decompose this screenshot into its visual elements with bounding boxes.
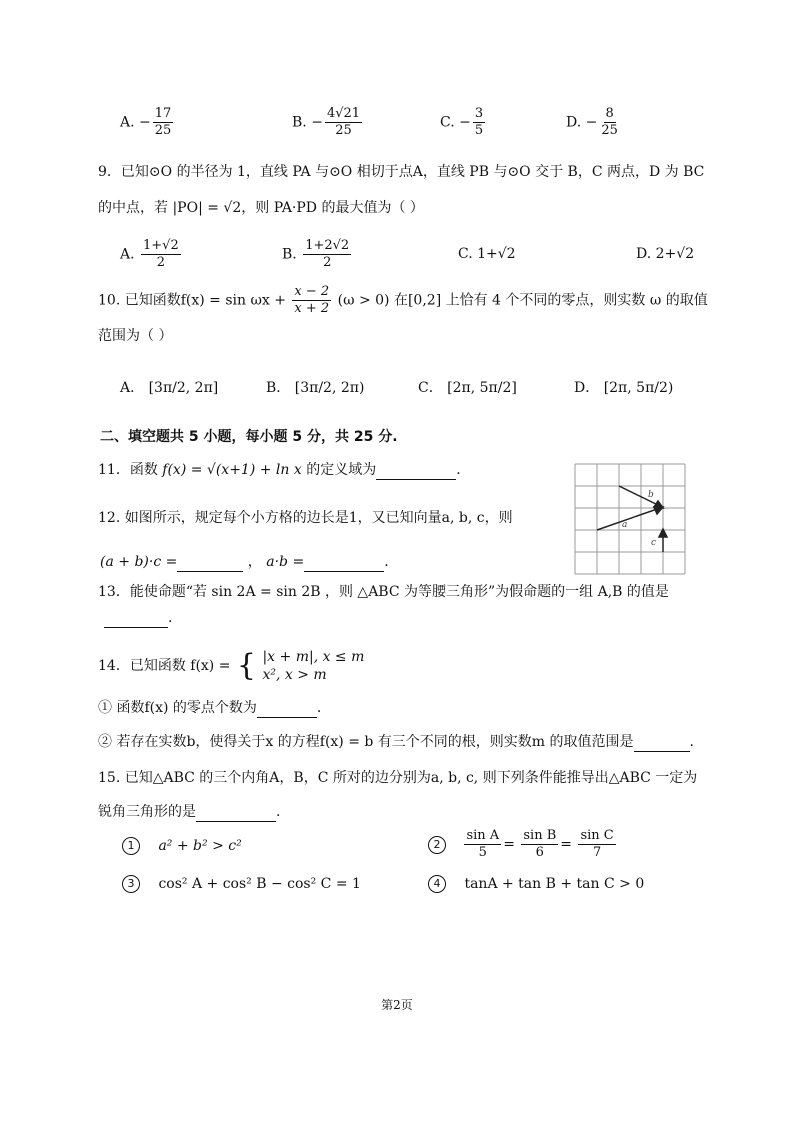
denominator: 6 — [535, 845, 544, 860]
q15-line2-text: 锐角三角形的是 — [98, 804, 196, 820]
q10-option-b — [266, 378, 364, 398]
fraction — [473, 106, 485, 139]
q10-part-b: (ω > 0) 在[0,2] 上恰有 4 个不同的零点，则实数 ω 的取值 — [337, 292, 708, 309]
option-letter: C. — [440, 114, 455, 131]
q13-stem-line2 — [104, 608, 172, 628]
numerator: sin A — [466, 828, 500, 843]
fraction — [141, 238, 181, 271]
answer-blank[interactable] — [104, 613, 168, 628]
fraction — [325, 106, 362, 139]
fraction — [153, 106, 174, 139]
numerator: 4√21 — [326, 106, 361, 121]
choice-3-text: cos² A + cos² B − cos² C = 1 — [158, 876, 361, 892]
sign: − — [459, 114, 471, 131]
fraction — [303, 238, 351, 271]
q11-prefix: 11．函数 — [98, 462, 158, 478]
q14-sub2: ② 若存在实数b，使得关于x 的方程f(x) = b 有三个不同的根，则实数m 的取值范围是 . — [98, 734, 694, 750]
q9-stem-line1: 9．已知⊙O 的半径为 1，直线 PA 与⊙O 相切于点A，直线 PB 与⊙O 交于 B，C 两点，D 为 BC — [98, 164, 705, 180]
q10-option-c — [418, 378, 517, 398]
q11-function: f(x) = √(x+1) + ln x — [162, 462, 302, 478]
denominator: x + 2 — [294, 301, 330, 316]
fraction — [599, 106, 620, 139]
denominator: 2 — [323, 255, 332, 270]
sign: − — [139, 114, 151, 131]
option-letter: B． — [266, 380, 291, 396]
option-letter: D． — [574, 380, 600, 396]
sign: − — [585, 114, 598, 131]
q10-part-a: 10. 已知函数f(x) = sin ωx + — [98, 292, 286, 309]
q11-suffix: 的定义域为 — [306, 462, 377, 478]
q9-stem-line2: 的中点，若 |PO| = √2，则 PA·PD 的最大值为（ ） — [98, 200, 424, 216]
q9-option-d — [636, 244, 694, 264]
option-text: [2π, 5π/2) — [603, 380, 674, 396]
denominator: 7 — [592, 845, 602, 860]
q13-stem-line1: 13．能使命题“若 sin 2A = sin 2B ，则 △ABC 为等腰三角形”为假命题的一组 A,B 的值是 — [98, 584, 669, 600]
option-letter: D. — [566, 114, 582, 131]
q15-choice-4 — [428, 874, 644, 894]
q15-choice-1 — [122, 836, 242, 856]
q12-stem-line2: (a + b)·c = ， a·b = . — [100, 554, 389, 570]
q8-option-d — [566, 106, 622, 139]
denominator: 2 — [156, 255, 166, 270]
answer-blank[interactable] — [196, 807, 276, 822]
vector-c-label: c — [651, 538, 657, 548]
answer-blank[interactable] — [257, 703, 317, 718]
q9-option-a — [120, 238, 183, 271]
q14-stem — [98, 648, 364, 684]
denominator: 25 — [154, 123, 172, 138]
vector-a — [597, 508, 660, 530]
q14-prefix: 14．已知函数 f(x) = — [98, 658, 231, 674]
denominator: 5 — [474, 123, 484, 138]
option-letter: A. — [120, 246, 135, 263]
numerator: sin C — [580, 828, 614, 843]
circle-number-2: 2 — [428, 836, 446, 854]
case-2: x², x > m — [262, 667, 327, 683]
q11-stem: 11．函数 f(x) = √(x+1) + ln x 的定义域为 . — [98, 462, 461, 478]
circle-number-1: 1 — [122, 837, 140, 855]
numerator: 1+√2 — [143, 238, 179, 253]
q10-option-a — [120, 378, 218, 398]
circle-number-3: 3 — [122, 875, 140, 893]
arrowhead-b — [654, 501, 663, 508]
brace: { — [236, 648, 256, 683]
option-letter: C． — [418, 380, 443, 396]
q9-option-b — [282, 238, 353, 271]
numerator: 1+2√2 — [305, 238, 350, 253]
case-1: |x + m|, x ≤ m — [262, 649, 365, 665]
answer-blank[interactable] — [304, 557, 384, 572]
fraction — [578, 828, 615, 861]
denominator: 25 — [335, 123, 352, 138]
q14-sub2-text: ② 若存在实数b，使得关于x 的方程f(x) = b 有三个不同的根，则实数m 的取值范围是 — [98, 734, 634, 750]
option-letter: D. — [636, 246, 652, 262]
option-text: 2+√2 — [655, 246, 695, 262]
option-text: [3π/2, 2π] — [148, 380, 219, 396]
vector-b-label: b — [648, 490, 654, 500]
q15-stem-line1: 15. 已知△ABC 的三个内角A，B，C 所对的边分别为a, b, c, 则下列条件能推导出△ABC 一定为 — [98, 770, 698, 786]
choice-1-text: a² + b² > c² — [158, 838, 242, 854]
option-letter: C. — [458, 246, 473, 262]
q10-stem-line1 — [98, 284, 708, 317]
q10-stem-line2: 范围为（ ） — [98, 328, 173, 344]
answer-blank[interactable] — [376, 465, 456, 480]
q15-choice-2: 2 $\frac{\text{sin A}}{5}$ = $\frac{\text{sin B}}{6}$ = $\frac{\text{sin C}}{7}$ — [428, 828, 618, 861]
q14-sub1-text: ① 函数f(x) 的零点个数为 — [98, 700, 257, 716]
numerator: 3 — [474, 106, 484, 121]
q15-stem-line2: 锐角三角形的是 . — [98, 804, 281, 820]
q8-option-c — [440, 106, 487, 139]
option-text: [3π/2, 2π) — [294, 380, 365, 396]
q12-expr2: a·b = — [266, 554, 305, 570]
q8-option-a — [120, 106, 175, 139]
option-text: [2π, 5π/2] — [447, 380, 517, 396]
vector-a-label: a — [622, 520, 628, 530]
sign: − — [311, 114, 323, 131]
fraction — [464, 828, 501, 861]
q10-option-d — [574, 378, 673, 398]
option-letter: A． — [120, 380, 145, 396]
numerator: x − 2 — [294, 284, 330, 299]
q14-sub1: ① 函数f(x) 的零点个数为 . — [98, 700, 322, 716]
q15-choice-3 — [122, 874, 361, 894]
section-heading: 二、填空题共 5 小题，每小题 5 分，共 25 分. — [100, 429, 398, 445]
option-text: 1+√2 — [477, 246, 516, 262]
choice-4-text: tanA + tan B + tan C > 0 — [464, 876, 645, 892]
numerator: 8 — [605, 106, 614, 121]
q9-option-c — [458, 244, 516, 264]
circle-number-4: 4 — [428, 875, 446, 893]
denominator: 25 — [601, 123, 618, 138]
page-number: 第2页 — [381, 998, 413, 1012]
answer-blank[interactable] — [177, 557, 243, 572]
option-letter: B. — [282, 246, 297, 263]
answer-blank[interactable] — [634, 737, 690, 752]
numerator: sin B — [523, 828, 557, 843]
q13-end: . — [168, 610, 173, 626]
option-letter: B. — [292, 114, 307, 131]
option-letter: A. — [120, 114, 135, 131]
q12-expr1: (a + b)·c = — [100, 554, 178, 570]
numerator: 17 — [154, 106, 172, 121]
vector-grid-figure — [574, 463, 686, 575]
q12-stem-line1: 12. 如图所示，规定每个小方格的边长是1，又已知向量a, b, c，则 — [98, 510, 513, 526]
q8-option-b — [292, 106, 364, 139]
piecewise-cases — [262, 648, 364, 684]
vector-b — [619, 486, 660, 506]
fraction — [521, 828, 558, 861]
denominator: 5 — [478, 845, 487, 860]
fraction — [292, 284, 331, 317]
